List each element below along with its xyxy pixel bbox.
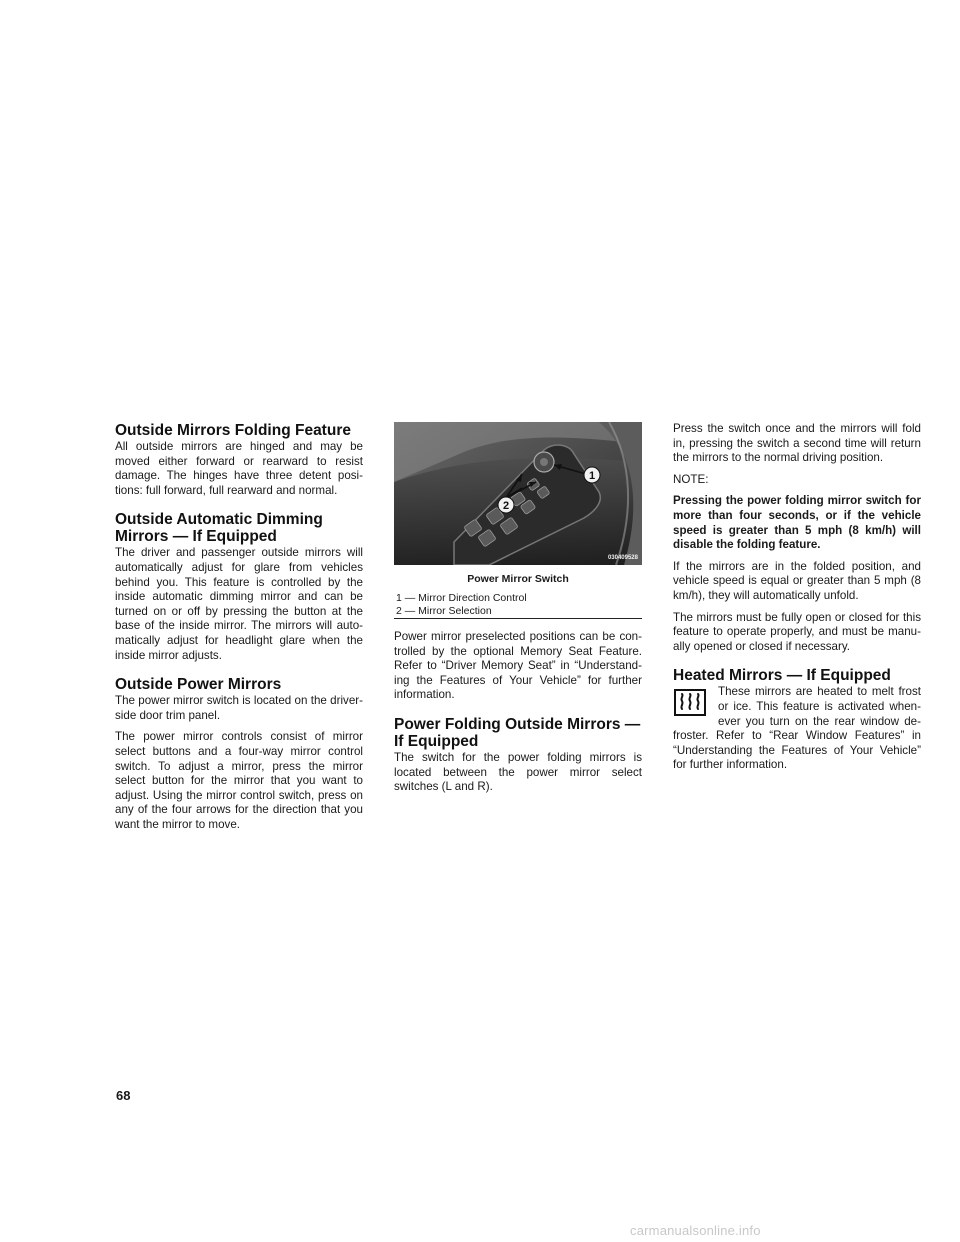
column-1 [115,422,363,839]
callout-1-label: 1 [588,470,596,482]
heading-outside-power-mirrors: Outside Power Mirrors [115,676,282,694]
heading-automatic-dimming-line1: Outside Automatic Dimming [115,511,323,529]
paragraph-switch-location: The power mirror switch is located on the driver-side door trim panel. [115,694,363,722]
paragraph-memory-seat: Power mirror preselected positions can be con-trolled by the optional Memory Seat Feature. Refer to “Driver Memory Seat” in “Understand-ing the Features of Your Vehicle” for further information. [394,630,642,702]
paragraph-fully-open: The mirrors must be fully open or closed for this feature to operate properly, and must be manu-ally opened or closed if necessary. [673,610,921,653]
paragraph-automatic-dimming: The driver and passenger outside mirrors will automatically adjust for glare from vehicles behind you. This feature is controlled by the inside automatic dimming mirror and can be turned on or off by pressing the button at the base of the inside mirror. The mirrors will auto-matically adjust for headlight glare when the inside mirror adjusts. [115,546,363,662]
heading-power-folding [394,716,642,750]
door-panel-illustration [394,422,642,565]
heading-heated-mirrors: Heated Mirrors — If Equipped [673,667,891,685]
heated-mirrors-block [673,685,921,773]
power-mirror-switch-photo [394,422,642,565]
figure-code: 030409528 [607,555,638,561]
legend-item-2: 2 — Mirror Selection [396,604,492,617]
paragraph-press-switch: Press the switch once and the mirrors will fold in, pressing the switch a second time will return the mirrors to the normal driving position. [673,422,921,465]
note-text: Pressing the power folding mirror switch for more than four seconds, or if the vehicle speed is greater than 5 mph (8 km/h) will disable the folding feature. [673,494,921,552]
callout-2-label: 2 [502,500,510,512]
paragraph-folding-switch: The switch for the power folding mirrors is located between the power mirror select switches (L and R). [394,750,642,794]
paragraph-auto-unfold: If the mirrors are in the folded position, and vehicle speed is equal or greater than 5 mph (8 km/h), they will automatically unfold. [673,559,921,602]
note-label: NOTE: [673,472,709,486]
heading-automatic-dimming-line2: Mirrors — If Equipped [115,528,277,546]
page-number: 68 [116,1088,131,1103]
watermark: carmanualsonline.info [630,1223,761,1238]
heading-outside-mirrors-folding: Outside Mirrors Folding Feature [115,422,351,439]
paragraph-mirror-controls: The power mirror controls consist of mirror select buttons and a four-way mirror control switch. To adjust a mirror, press the mirror select button for the mirror that you want to adjust. Using the mirror control switch, press on any of the four arrows for the direction that you want the mirror to move. [115,730,363,831]
column-3 [673,422,921,780]
legend-divider [394,618,642,619]
heading-power-folding-line1: Power Folding Outside Mirrors — [394,715,641,733]
column-2 [394,422,642,802]
legend-item-1: 1 — Mirror Direction Control [396,592,527,604]
heading-power-folding-line2: If Equipped [394,732,479,750]
paragraph-heated-mirrors: These mirrors are heated to melt frost or ice. This feature is activated when-ever you turn on the rear window de-froster. Refer to “Rear Window Features” in “Understanding the Features of Your Vehicle” for further information. [673,685,921,772]
rear-defroster-icon [674,689,706,716]
heading-automatic-dimming [115,511,363,545]
paragraph-folding-feature: All outside mirrors are hinged and may be moved either forward or rearward to resist damage. The hinges have three detent posi-tions: full forward, full rearward and normal. [115,440,363,497]
figure-caption: Power Mirror Switch [467,573,569,585]
